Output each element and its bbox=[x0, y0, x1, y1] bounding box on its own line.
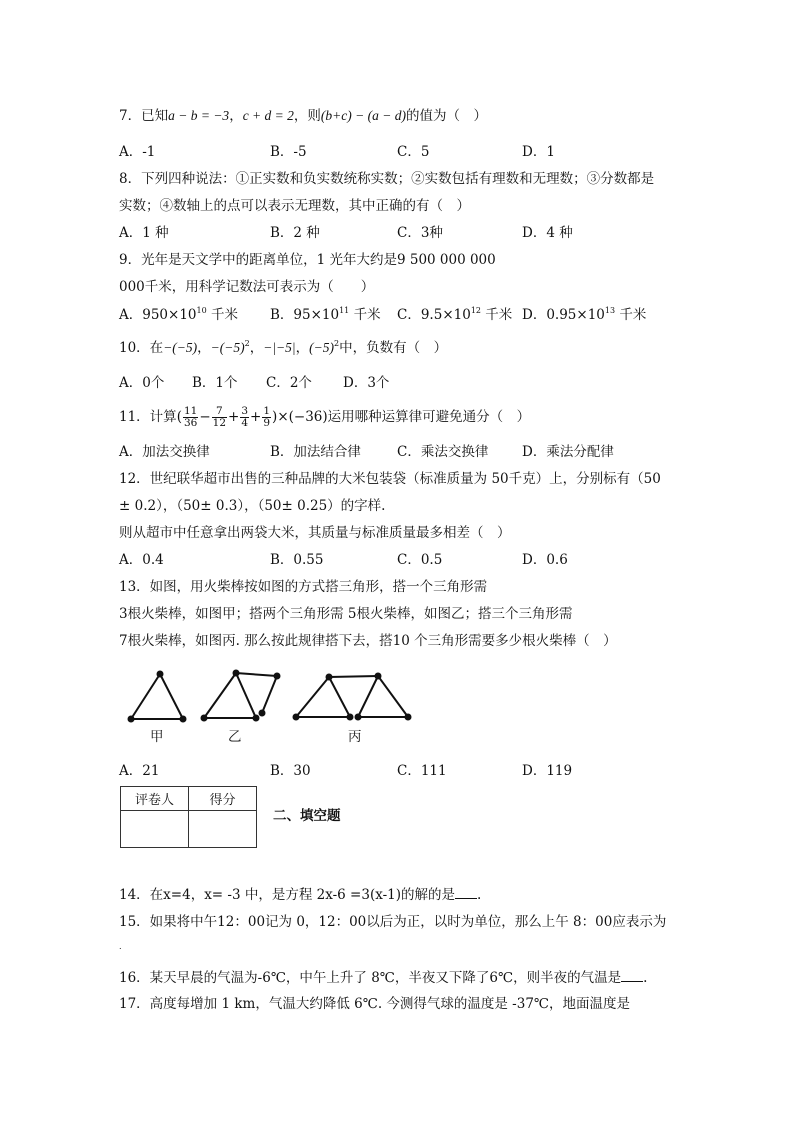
figure-label-jia: 甲 bbox=[150, 729, 164, 745]
q10-option-c: C．2个 bbox=[266, 375, 312, 391]
grader-cell[interactable] bbox=[121, 811, 189, 848]
q7-option-b: B．-5 bbox=[270, 144, 307, 160]
figure-yi-triangles bbox=[204, 673, 277, 718]
matchstick-figure bbox=[120, 660, 430, 750]
figure-bing-triangles bbox=[296, 676, 408, 717]
q11-option-b: B．加法结合律 bbox=[270, 444, 361, 460]
grader-header: 评卷人 bbox=[121, 787, 189, 811]
q15-answer-dot: . bbox=[119, 942, 122, 951]
q7-option-c: C．5 bbox=[397, 144, 430, 160]
question-9-line-1: 9．光年是天文学中的距离单位，1 光年大约是9 500 000 000 bbox=[119, 252, 496, 268]
q9-option-d: D．$0.95\times 10^{13}$ 千米 bbox=[522, 306, 647, 323]
figure-label-bing: 丙 bbox=[348, 729, 362, 745]
question-12-line-1: 12．世纪联华超市出售的三种品牌的大米包装袋（标准质量为 50千克）上，分别标有（50 bbox=[119, 471, 661, 487]
question-8-line-1: 8．下列四种说法：①正实数和负实数统称实数；②实数包括有理数和无理数；③分数都是 bbox=[119, 171, 655, 187]
question-17: 17．高度每增加 1 km，气温大约降低 6℃. 今测得气球的温度是 -37℃，地面温度是 bbox=[119, 996, 631, 1012]
q8-option-d: D．4 种 bbox=[522, 225, 573, 241]
q12-option-a: A．0.4 bbox=[119, 552, 164, 568]
q9-option-c: C．$9.5\times 10^{12}$ 千米 bbox=[397, 306, 513, 323]
figure-label-yi: 乙 bbox=[228, 729, 242, 745]
answer-blank[interactable] bbox=[621, 969, 643, 982]
question-11: 11．计算( $\frac{11}{36}$ − $\frac{7}{12}$ + $\frac{3}{4}$ + $\frac{1}{9}$ )×(−36)运用哪种运算律可避免通分（ ） bbox=[119, 405, 531, 429]
q9-option-a: A．$950\times 10^{10}$ 千米 bbox=[119, 306, 238, 323]
q10-option-a: A．0个 bbox=[119, 375, 165, 391]
section-2-title: 二、填空题 bbox=[273, 808, 341, 824]
q10-option-d: D．3个 bbox=[343, 375, 390, 391]
q11-option-c: C．乘法交换律 bbox=[397, 444, 489, 460]
question-16: 16．某天早晨的气温为-6℃，中午上升了 8℃，半夜又下降了6℃，则半夜的气温是 . bbox=[119, 970, 648, 986]
q9-option-b: B．$95\times 10^{11}$ 千米 bbox=[270, 306, 381, 323]
question-15: 15．如果将中午12：00记为 0，12：00以后为正，以时为单位，那么上午 8：00应表示为 bbox=[119, 914, 667, 930]
q12-option-b: B．0.55 bbox=[270, 552, 324, 568]
score-cell[interactable] bbox=[189, 811, 257, 848]
question-13-line-2: 3根火柴棒，如图甲；搭两个三角形需 5根火柴棒，如图乙；搭三个三角形需 bbox=[119, 606, 573, 622]
question-9-line-2: 000千米，用科学记数法可表示为（ ） bbox=[119, 279, 375, 295]
question-14: 14．在x=4，x= -3 中，是方程 2x-6 =3(x-1)的解的是 . bbox=[119, 887, 482, 903]
figure-jia-triangle bbox=[131, 674, 183, 719]
question-10: 10．在−(−5)，$-(-5)^2$，−|−5|，$(-5)^2$中，负数有（ ） bbox=[119, 339, 448, 356]
q12-option-c: C．0.5 bbox=[397, 552, 443, 568]
score-table bbox=[120, 786, 257, 848]
question-7: 7．已知a − b = −3，c + d = 2，则(b+c) − (a − d)的值为（ ） bbox=[119, 108, 487, 124]
q11-option-a: A．加法交换律 bbox=[119, 444, 210, 460]
q11-option-d: D．乘法分配律 bbox=[522, 444, 614, 460]
question-12-line-3: 则从超市中任意拿出两袋大米，其质量与标准质量最多相差（ ） bbox=[119, 525, 511, 541]
q7-option-d: D．1 bbox=[522, 144, 555, 160]
q13-option-b: B．30 bbox=[270, 763, 311, 779]
q8-option-b: B．2 种 bbox=[270, 225, 320, 241]
q8-option-a: A．1 种 bbox=[119, 225, 169, 241]
question-13-line-3: 7根火柴棒，如图丙. 那么按此规律搭下去，搭10 个三角形需要多少根火柴棒（ ） bbox=[119, 633, 617, 649]
q13-option-c: C．111 bbox=[397, 763, 447, 779]
score-header: 得分 bbox=[189, 787, 257, 811]
q7-option-a: A．-1 bbox=[119, 144, 156, 160]
question-8-line-2: 实数；④数轴上的点可以表示无理数，其中正确的有（ ） bbox=[119, 198, 470, 214]
q13-option-a: A．21 bbox=[119, 763, 160, 779]
answer-blank[interactable] bbox=[455, 886, 477, 899]
q8-option-c: C．3种 bbox=[397, 225, 443, 241]
q10-option-b: B．1个 bbox=[192, 375, 238, 391]
q13-option-d: D．119 bbox=[522, 763, 573, 779]
q12-option-d: D．0.6 bbox=[522, 552, 568, 568]
question-13-line-1: 13．如图，用火柴棒按如图的方式搭三角形，搭一个三角形需 bbox=[119, 579, 488, 595]
question-12-line-2: ± 0.2），（50± 0.3），（50± 0.25）的字样. bbox=[119, 498, 386, 514]
